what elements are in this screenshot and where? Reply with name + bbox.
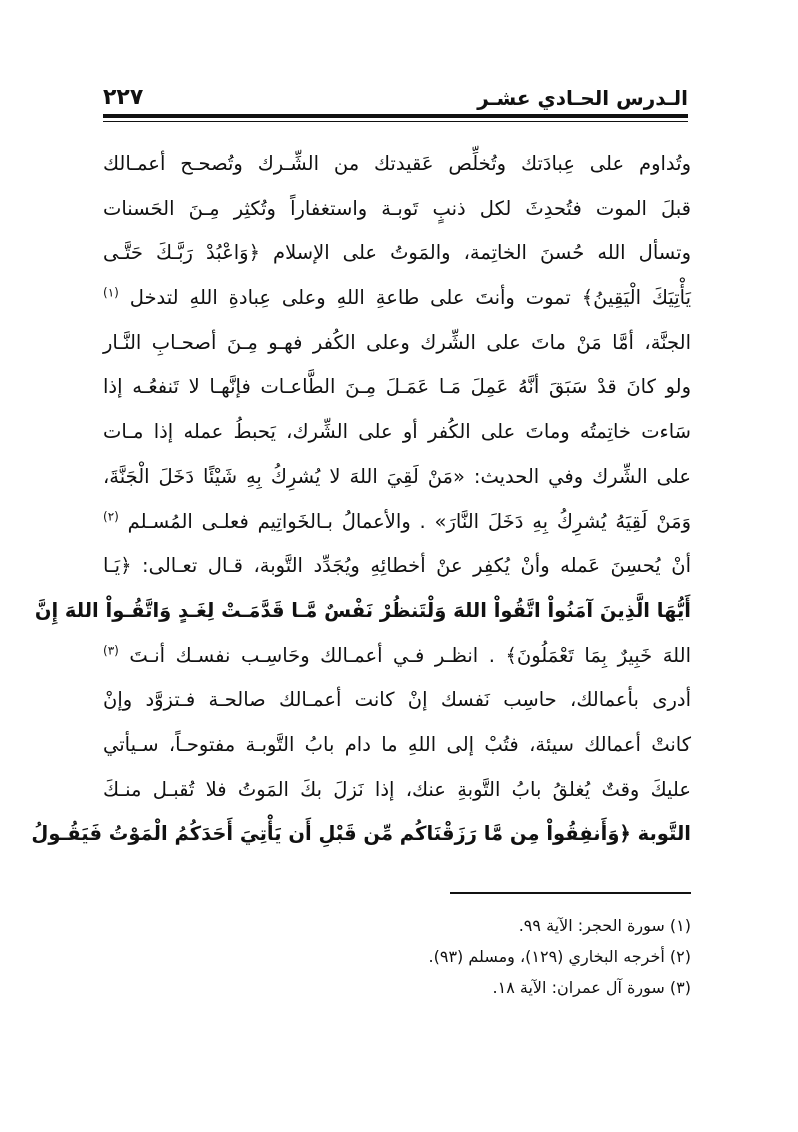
quran-line: التَّوبة ﴿وَأَنفِقُواْ مِن مَّا رَزَقْنَاكُم مِّن قَبْلِ أَن يَأْتِيَ أَحَدَكُمُ الْمَوْتُ فَيَقُـولُ: [31, 822, 691, 846]
header-rule: [103, 114, 688, 118]
text-line: وَمَنْ لَقِيَهُ يُشرِكُ بِهِ دَخَلَ النَّارَ» . والأعمالُ بـالخَواتِيم فعلـى المُسـلم: [127, 509, 691, 533]
page-number: ٢٢٧: [103, 85, 144, 110]
footnote-marker-2: (٢): [103, 509, 119, 523]
text-line-with-footnote-2: [103, 500, 691, 545]
text-line: يَأْتِيَكَ الْيَقِينُ﴾ تموت وأنتَ على طاعةِ اللهِ وعلى عِبادةِ اللهِ لتدخل: [129, 286, 692, 310]
text-line: سَاءت خاتِمتُه وماتَ على الكُفر أو على الشِّرك، يَحبطُ عمله إذا مـات: [103, 420, 691, 444]
text-line-with-footnote-3: [103, 634, 691, 679]
text-line: وتسأل الله حُسنَ الخاتِمة، والمَوتُ على الإسلام ﴿وَاعْبُدْ رَبَّـكَ حَتَّـى: [103, 241, 691, 265]
footnotes: [271, 910, 691, 1003]
text-line: كانتْ أعمالك سيئة، فتُبْ إلى اللهِ ما دام بابُ التَّوبـة مفتوحـاً، سـيأتي: [103, 732, 691, 756]
quran-line: أَيُّهَا الَّذِينَ آمَنُواْ اتَّقُواْ اللهَ وَلْتَنظُرْ نَفْسٌ مَّـا قَدَّمَـتْ لِغَـدٍ وَاتَّقُـواْ اللهَ إِنَّ: [34, 598, 691, 622]
text-line: عليكَ وقتٌ يُغلقُ بابُ التَّوبةِ عنك، إذا نَزلَ بكَ المَوتُ فلا تُقبـل منـكَ: [103, 777, 691, 801]
text-line-with-footnote-1: [103, 276, 691, 321]
page-header: [103, 84, 688, 120]
footnote-marker-3: (٣): [103, 643, 119, 658]
text-line: أدرى بأعمالك، حاسِب نَفسك إنْ كانت أعمـالك صالحـة فـتزوَّد وإنْ: [103, 688, 691, 712]
chapter-title: الـدرس الحـادي عشـر: [477, 86, 688, 110]
text-line: الجنَّة، أمَّا مَنْ ماتَ على الشِّرك وعلى الكُفر فهـو مِـنَ أصحـابِ النَّـار: [103, 330, 691, 354]
footnote-1: (١) سورة الحجر: الآية ٩٩.: [518, 916, 691, 935]
text-line: وتُداوم على عِبادَتك وتُخلِّص عَقيدتك من الشِّـرك وتُصحـح أعمـالك: [103, 152, 691, 175]
text-line: أنْ يُحسِنَ عَمله وأنْ يُكفِر عنْ أخطائِهِ ويُجَدِّد التَّوبة، قـال تعـالى: ﴿يَـا: [103, 554, 691, 578]
footnote-2: (٢) أخرجه البخاري (١٢٩)، ومسلم (٩٣).: [428, 947, 691, 966]
text-line: ولو كانَ قدْ سَبَقَ أنَّهُ عَمِلَ مَـا عَمَـلَ مِـنَ الطَّاعـات فإنَّهـا لا تَنفعُـه إذا: [103, 375, 691, 399]
text-line: اللهَ خَبِيرٌ بِمَا تَعْمَلُونَ﴾ . انظـر فـي أعمـالك وحَاسِـب نفسـك أنـتَ: [129, 643, 691, 667]
text-line: على الشِّرك وفي الحديث: «مَنْ لَقِيَ اللهَ لا يُشرِكُ بِهِ شَيْئًا دَخَلَ الْجَنَّةَ،: [103, 464, 691, 488]
footnote-3: (٣) سورة آل عمران: الآية ١٨.: [492, 978, 691, 997]
footnote-marker-1: (١): [103, 285, 119, 300]
text-line: قبلَ الموت فتُحدِثَ لكل ذنبٍ تَوبـة واستغفاراً وتُكثِر مِـنَ الحَسنات: [103, 196, 691, 220]
footnote-separator: [450, 892, 691, 894]
body-text: [31, 142, 692, 857]
